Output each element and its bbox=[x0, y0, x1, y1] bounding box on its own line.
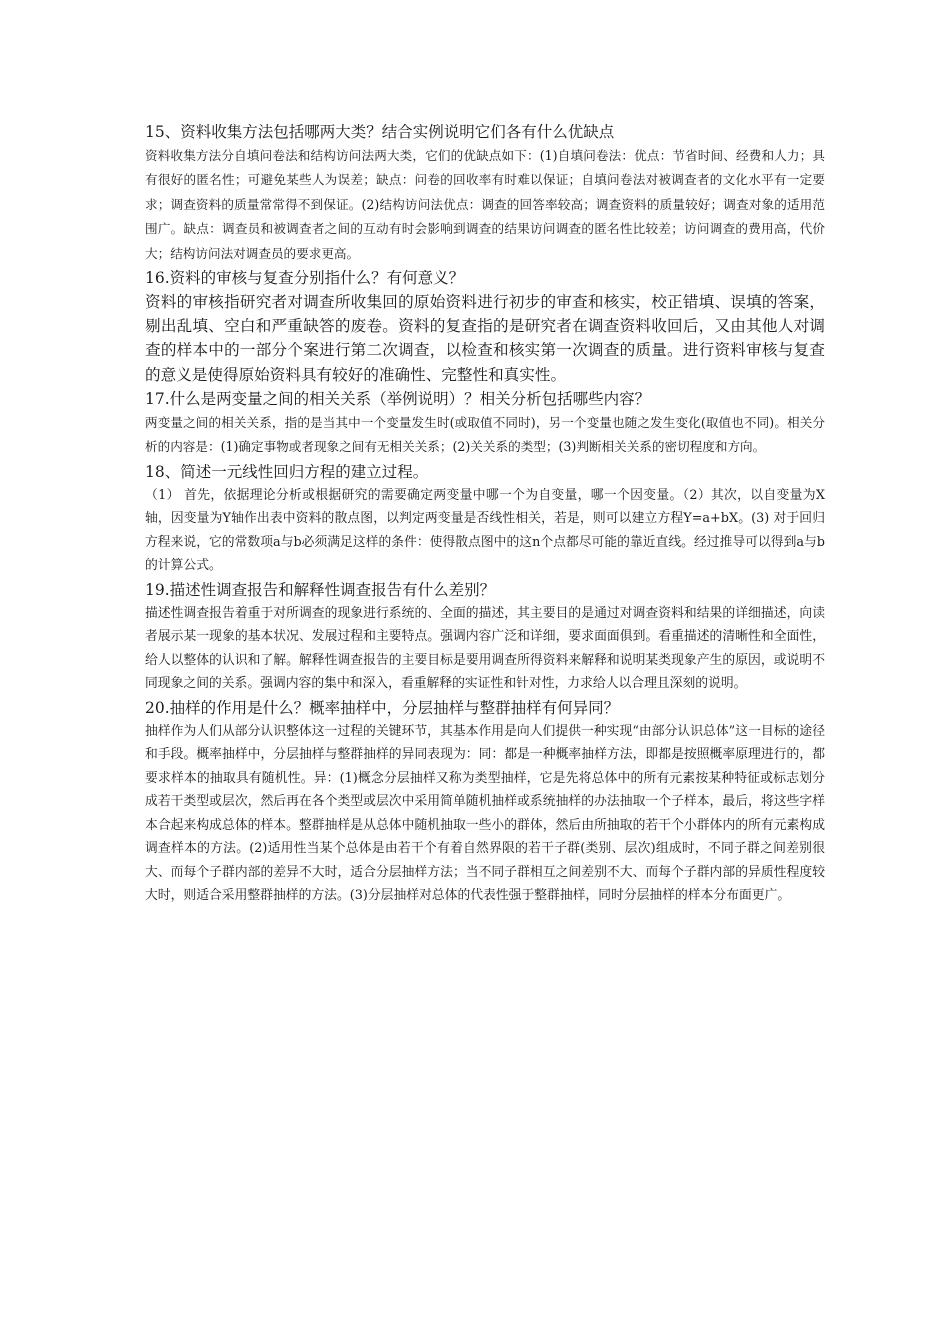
document-page bbox=[145, 120, 825, 908]
answer-16-text: 资料的审核指研究者对调查所收集回的原始资料进行初步的审查和核实，校正错填、误填的答案，剔出乱填、空白和严重缺答的废卷。资料的复查指的是研究者在调查资料收回后，又由其他人对调查的样本中的一部分个案进行第二次调查，以检查和核实第一次调查的质量。进行资料审核与复查的意义是使得原始资料具有较好的准确性、完整性和真实性。 bbox=[145, 293, 825, 384]
question-15-heading: 15、资料收集方法包括哪两大类？结合实例说明它们各有什么优缺点 bbox=[145, 123, 615, 141]
question-19-heading: 19.描述性调查报告和解释性调查报告有什么差别？ bbox=[145, 580, 496, 599]
question-16-heading: 16.资料的审核与复查分别指什么？有何意义？ bbox=[145, 269, 465, 288]
question-17-heading: 17.什么是两变量之间的相关关系（举例说明）？相关分析包括哪些内容？ bbox=[145, 389, 651, 408]
answer-18-text: （1） 首先，依据理论分析或根据研究的需要确定两变量中哪一个为自变量，哪一个因变量。（2）其次，以自变量为X轴，因变量为Y轴作出表中资料的散点图，以判定两变量是否线性相关，若是，则可以建立方程Y=a+bX。(3) 对于回归方程来说，它的常数项a与b必须满足这样的条件：使得散点图中的这n个点都尽可能的靠近直线。经过推导可以得到a与b的计算公式。 bbox=[145, 487, 825, 574]
answer-20-text: 抽样作为人们从部分认识整体这一过程的关键环节，其基本作用是向人们提供一种实现“由部分认识总体”这一目标的途径和手段。概率抽样中，分层抽样与整群抽样的异同表现为：同：都是一种概率抽样方法，即都是按照概率原理进行的，都要求样本的抽取具有随机性。异：(1)概念分层抽样又称为类型抽样，它是先将总体中的所有元素按某种特征或标志划分成若干类型或层次，然后再在各个类型或层次中采用简单随机抽样或系统抽样的办法抽取一个子样本，最后，将这些字样本合起来构成总体的样本。整群抽样是从总体中随机抽取一些小的群体，然后由所抽取的若干个小群体内的所有元素构成调查样本的方法。(2)适用性当某个总体是由若干个有着自然界限的若干子群(类别、层次)组成时，不同子群之间差别很大、而每个子群内部的差异不大时，适合分层抽样方法；当不同子群相互之间差别不大、而每个子群内部的异质性程度较大时，则适合采用整群抽样的方法。(3)分层抽样对总体的代表性强于整群抽样，同时分层抽样的样本分布面更广。 bbox=[145, 723, 825, 904]
answer-19-text: 描述性调查报告着重于对所调查的现象进行系统的、全面的描述，其主要目的是通过对调查资料和结果的详细描述，向读者展示某一现象的基本状况、发展过程和主要特点。强调内容广泛和详细，要求面面俱到。看重描述的清晰性和全面性，给人以整体的认识和了解。解释性调查报告的主要目标是要用调查所得资料来解释和说明某类现象产生的原因，或说明不同现象之间的关系。强调内容的集中和深入，看重解释的实证性和针对性，力求给人以合理且深刻的说明。 bbox=[145, 605, 825, 692]
question-18-heading: 18、简述一元线性回归方程的建立过程。 bbox=[145, 462, 429, 481]
answer-15-text: 资料收集方法分自填问卷法和结构访问法两大类，它们的优缺点如下：(1)自填问卷法：优点：节省时间、经费和人力；具有很好的匿名性；可避免某些人为误差；缺点：问卷的回收率有时难以保证；自填问卷法对被调查者的文化水平有一定要求；调查资料的质量常常得不到保证。(2)结构访问法优点：调查的回答率较高；调查资料的质量较好；调查对象的适用范围广。缺点：调查员和被调查者之间的互动有时会影响到调查的结果访问调查的匿名性比较差；访问调查的费用高，代价大；结构访问法对调查员的要求更高。 bbox=[145, 148, 825, 261]
question-20-heading: 20.抽样的作用是什么？概率抽样中，分层抽样与整群抽样有何异同？ bbox=[145, 698, 620, 717]
answer-17-text: 两变量之间的相关关系，指的是当其中一个变量发生时(或取值不同时)，另一个变量也随之发生变化(取值也不同)。相关分析的内容是：(1)确定事物或者现象之间有无相关关系；(2)关关系的类型；(3)判断相关关系的密切程度和方向。 bbox=[145, 414, 825, 455]
